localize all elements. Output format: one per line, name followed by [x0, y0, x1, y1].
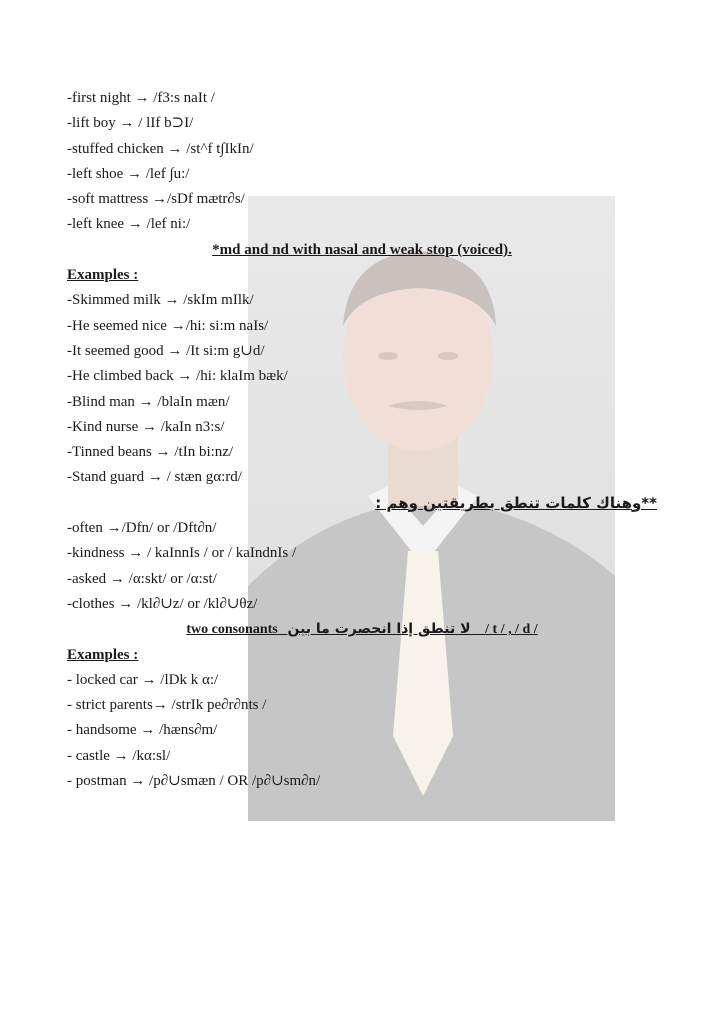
list-item: -soft mattress →/sDf mætr∂s/ [67, 191, 245, 208]
list-item: -lift boy → / lIf b⊃I/ [67, 115, 194, 132]
list-item: -clothes → /kl∂∪z/ or /kl∂∪θz/ [67, 595, 258, 612]
word-list-1 [67, 86, 657, 238]
list-item: -Kind nurse → /kaIn n3:s/ [67, 418, 225, 435]
list-item: -kindness → / kaInnIs / or / kaIndnIs / [67, 545, 297, 562]
section-heading-md-nd: *md and nd with nasal and weak stop (voiced). [212, 241, 512, 258]
section-heading-consonants [67, 617, 657, 642]
list-item: -often →/Dfn/ or /Dft∂n/ [67, 520, 217, 537]
list-item: -left knee → /lef ni:/ [67, 216, 191, 233]
heading-english-part: two consonants [186, 622, 278, 638]
list-item: -It seemed good → /It si:m g∪d/ [67, 342, 265, 359]
list-item: - strict parents→ /strIk pe∂r∂nts / [67, 697, 267, 714]
word-list-4 [67, 668, 657, 794]
document-body [67, 86, 657, 794]
section-heading-arabic: **وهناك كلمات تنطق بطريقتين وهم : [375, 493, 657, 512]
examples-label: Examples : [67, 267, 139, 284]
list-item: - postman → /p∂∪smæn / OR /p∂∪sm∂n/ [67, 773, 321, 790]
heading-phoneme-part: / t / , / d / [485, 622, 538, 638]
list-item: -He seemed nice →/hi: si:m naIs/ [67, 317, 269, 334]
list-item: -first night → /f3:s naIt / [67, 90, 215, 106]
list-item: -stuffed chicken → /st^f t∫IkIn/ [67, 140, 254, 157]
list-item: - castle → /kα:sl/ [67, 747, 171, 764]
list-item: - locked car → /lDk k α:/ [67, 671, 219, 688]
list-item: -asked → /α:skt/ or /α:st/ [67, 570, 217, 587]
list-item: -Stand guard → / stæn gα:rd/ [67, 469, 242, 486]
list-item: -Blind man → /blaIn mæn/ [67, 393, 230, 410]
word-list-2 [67, 288, 657, 490]
word-list-3 [67, 516, 657, 617]
list-item: -Skimmed milk → /skIm mIlk/ [67, 292, 254, 309]
examples-label: Examples : [67, 646, 139, 663]
list-item: -Tinned beans → /tIn bi:nz/ [67, 444, 234, 461]
list-item: -left shoe → /lef ∫u:/ [67, 165, 190, 182]
list-item: - handsome → /hæns∂m/ [67, 722, 218, 739]
heading-arabic-part: لا تنطق إذا انحصرت ما بين [287, 621, 471, 638]
list-item: -He climbed back → /hi: klaIm bæk/ [67, 368, 288, 385]
